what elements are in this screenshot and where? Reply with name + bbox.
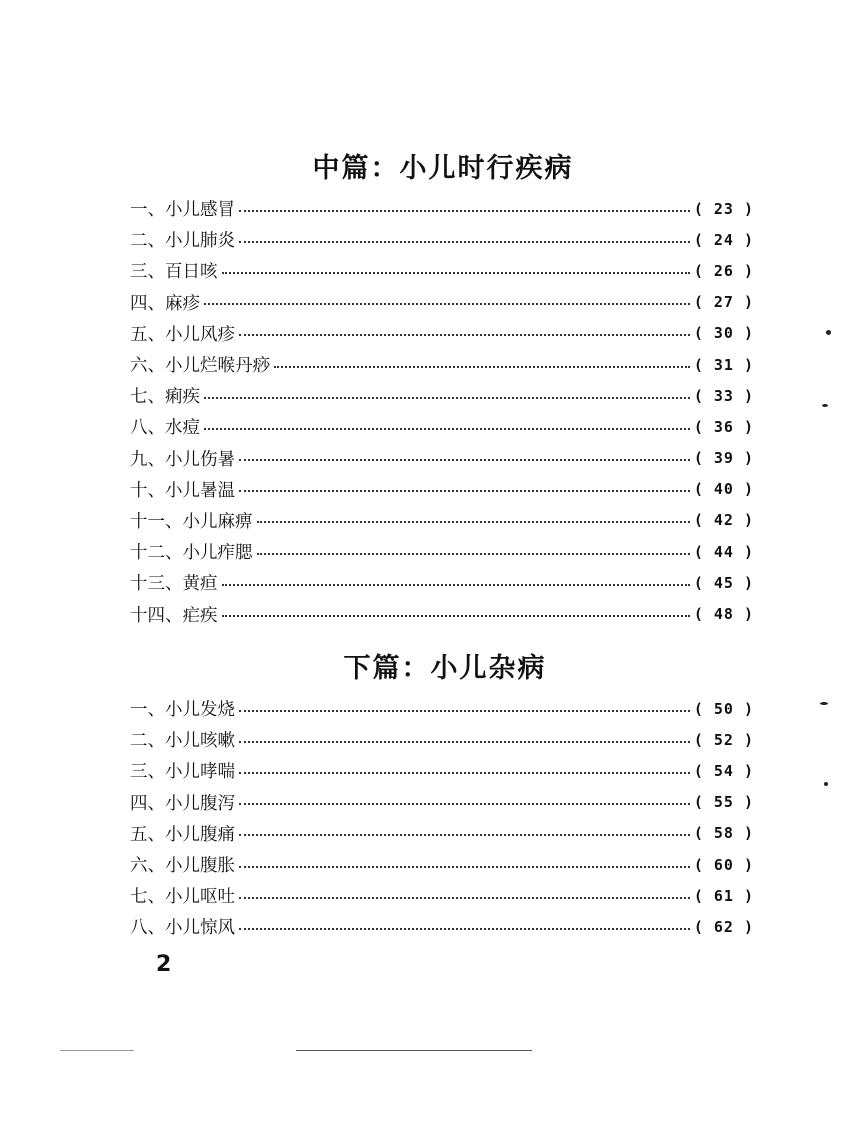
dot-leader xyxy=(239,772,690,774)
toc-entry-page: ( 45 ) xyxy=(693,573,754,592)
dot-leader xyxy=(204,397,690,399)
dot-leader xyxy=(239,241,690,243)
toc-entry-title: 十一、小儿麻痹 xyxy=(130,511,253,532)
toc-entry-title: 八、水痘 xyxy=(130,418,200,439)
toc-entry-page: ( 58 ) xyxy=(693,824,754,843)
scan-rule xyxy=(296,1050,532,1051)
toc-entry xyxy=(130,349,754,380)
toc-entry xyxy=(130,880,754,911)
dot-leader xyxy=(239,490,690,492)
toc-entry-title: 七、痢疾 xyxy=(130,387,200,408)
toc-entry-page: ( 23 ) xyxy=(693,199,754,218)
toc-entry-page: ( 33 ) xyxy=(693,386,754,405)
dot-leader xyxy=(239,741,690,743)
dot-leader xyxy=(239,334,690,336)
toc-entry-title: 二、小儿肺炎 xyxy=(130,231,235,252)
dot-leader xyxy=(257,553,690,555)
toc-entry-page: ( 50 ) xyxy=(693,699,754,718)
toc-entry xyxy=(130,318,754,349)
dot-leader xyxy=(204,303,690,305)
dot-leader xyxy=(204,428,690,430)
toc-entry-title: 一、小儿感冒 xyxy=(130,200,235,221)
toc-entry-title: 四、小儿腹泻 xyxy=(130,793,235,814)
toc-entry-page: ( 39 ) xyxy=(693,449,754,468)
toc-entry-title: 三、百日咳 xyxy=(130,262,218,283)
dot-leader xyxy=(239,803,690,805)
toc-entry-page: ( 30 ) xyxy=(693,324,754,343)
dot-leader xyxy=(239,928,690,930)
toc-entry-title: 九、小儿伤暑 xyxy=(130,449,235,470)
toc-entry xyxy=(130,911,754,942)
toc-entry-title: 十三、黄疸 xyxy=(130,574,218,595)
toc-entry-page: ( 24 ) xyxy=(693,230,754,249)
toc-entry-page: ( 62 ) xyxy=(693,917,754,936)
toc-entry-page: ( 27 ) xyxy=(693,293,754,312)
toc-entry-page: ( 52 ) xyxy=(693,730,754,749)
toc-entry xyxy=(130,755,754,786)
scan-rule xyxy=(60,1050,134,1051)
toc-entry xyxy=(130,724,754,755)
section-heading-middle: 中篇：小儿时行疾病 xyxy=(312,153,574,184)
toc-entry xyxy=(130,287,754,318)
toc-entry xyxy=(130,567,754,598)
dot-leader xyxy=(239,710,690,712)
dot-leader xyxy=(274,366,690,368)
scan-speck xyxy=(822,404,828,407)
toc-entry-title: 二、小儿咳嗽 xyxy=(130,731,235,752)
scan-speck xyxy=(826,330,831,335)
toc-entry-page: ( 40 ) xyxy=(693,480,754,499)
page-number: 2 xyxy=(156,952,172,977)
toc-entry-title: 八、小儿惊风 xyxy=(130,918,235,939)
toc-entry-title: 六、小儿烂喉丹痧 xyxy=(130,356,270,377)
toc-entry-title: 五、小儿风疹 xyxy=(130,324,235,345)
dot-leader xyxy=(222,272,690,274)
dot-leader xyxy=(222,584,690,586)
scan-speck xyxy=(824,782,828,786)
toc-entry-page: ( 61 ) xyxy=(693,886,754,905)
toc-entry-page: ( 44 ) xyxy=(693,542,754,561)
dot-leader xyxy=(239,866,690,868)
toc-entry xyxy=(130,224,754,255)
dot-leader xyxy=(239,834,690,836)
toc-list-middle xyxy=(130,193,754,630)
toc-entry-page: ( 26 ) xyxy=(693,261,754,280)
toc-entry xyxy=(130,598,754,629)
section-heading-lower: 下篇：小儿杂病 xyxy=(343,653,547,684)
scan-speck xyxy=(820,702,828,705)
toc-entry-title: 十二、小儿痄腮 xyxy=(130,543,253,564)
toc-entry-title: 十四、疟疾 xyxy=(130,605,218,626)
toc-entry xyxy=(130,411,754,442)
toc-entry-page: ( 42 ) xyxy=(693,511,754,530)
toc-entry xyxy=(130,693,754,724)
toc-entry xyxy=(130,849,754,880)
toc-entry-page: ( 55 ) xyxy=(693,793,754,812)
toc-entry xyxy=(130,193,754,224)
toc-entry xyxy=(130,536,754,567)
toc-entry xyxy=(130,443,754,474)
toc-entry-title: 四、麻疹 xyxy=(130,293,200,314)
dot-leader xyxy=(239,459,690,461)
toc-entry-title: 三、小儿哮喘 xyxy=(130,762,235,783)
toc-entry-page: ( 54 ) xyxy=(693,761,754,780)
toc-entry-title: 七、小儿呕吐 xyxy=(130,887,235,908)
dot-leader xyxy=(257,521,690,523)
toc-entry xyxy=(130,255,754,286)
toc-entry-page: ( 36 ) xyxy=(693,417,754,436)
toc-entry-title: 十、小儿暑温 xyxy=(130,480,235,501)
dot-leader xyxy=(239,897,690,899)
toc-entry xyxy=(130,474,754,505)
toc-entry xyxy=(130,818,754,849)
toc-entry xyxy=(130,380,754,411)
toc-entry-title: 六、小儿腹胀 xyxy=(130,856,235,877)
toc-entry-page: ( 48 ) xyxy=(693,605,754,624)
toc-entry-title: 五、小儿腹痛 xyxy=(130,824,235,845)
toc-entry-title: 一、小儿发烧 xyxy=(130,700,235,721)
toc-entry xyxy=(130,505,754,536)
toc-entry-page: ( 60 ) xyxy=(693,855,754,874)
dot-leader xyxy=(239,210,690,212)
toc-list-lower xyxy=(130,693,754,943)
toc-entry xyxy=(130,787,754,818)
dot-leader xyxy=(222,615,690,617)
toc-entry-page: ( 31 ) xyxy=(693,355,754,374)
